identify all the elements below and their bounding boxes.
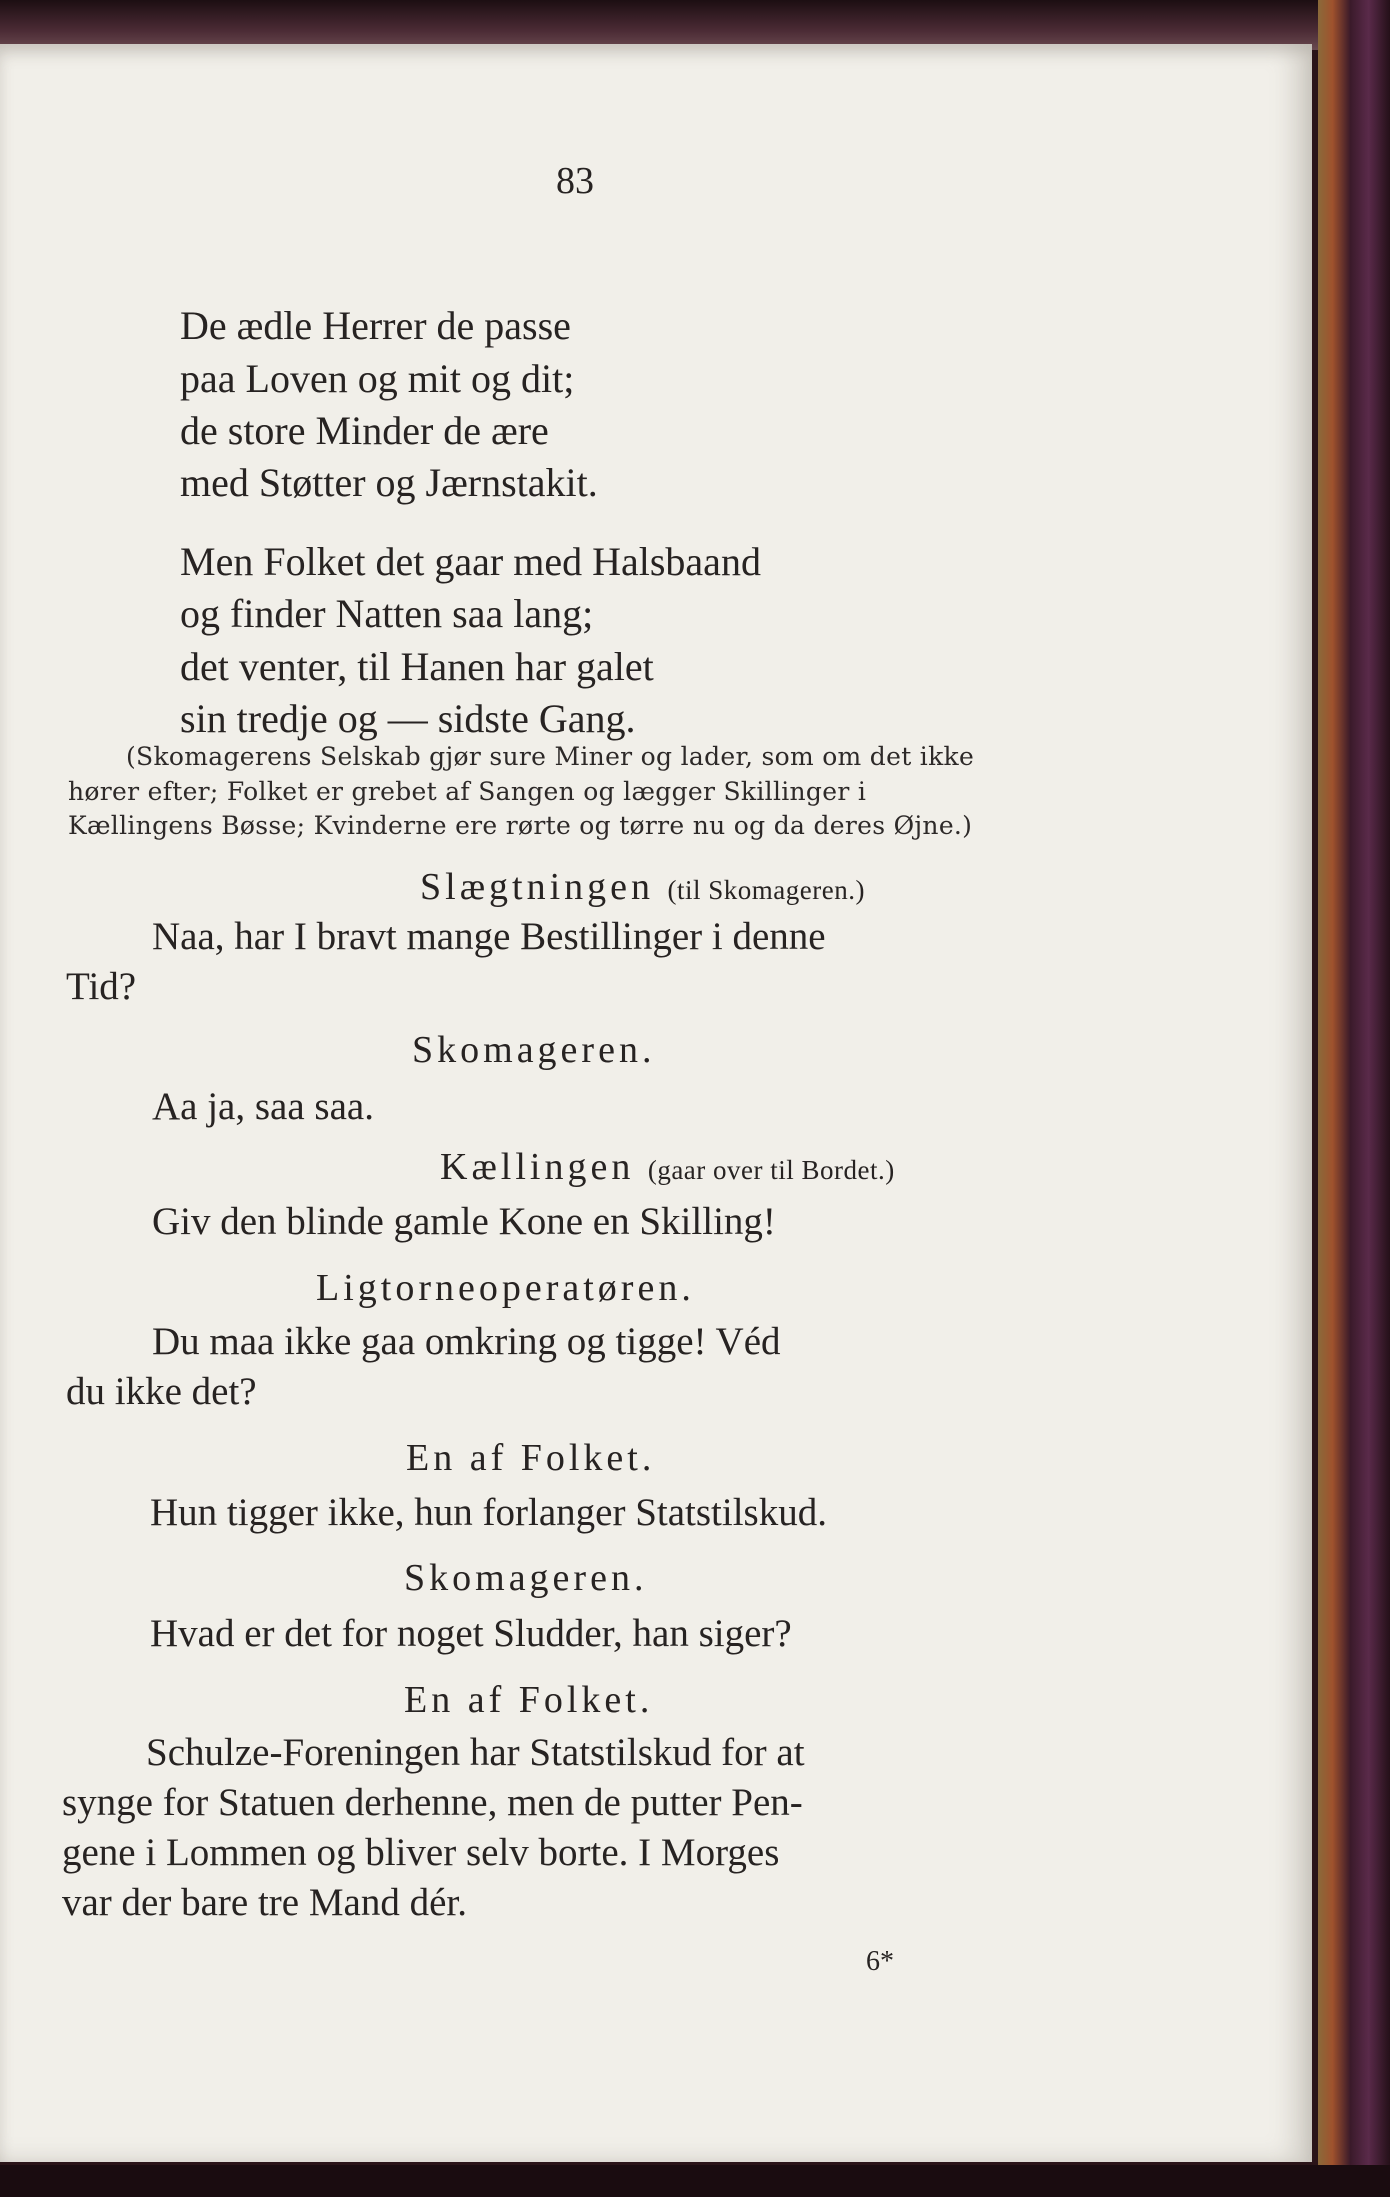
dialogue-line: Du maa ikke gaa omkring og tigge! Véd [152,1320,781,1363]
speaker-name: Slægtningen [420,866,655,908]
verse-line: med Støtter og Jærnstakit. [180,460,598,505]
verse-line: det venter, til Hanen har galet [180,644,654,689]
verse-line: sin tredje og — sidste Gang. [180,696,636,741]
speaker-direction: (til Skomageren.) [667,875,865,905]
verse-line: De ædle Herrer de passe [180,303,571,348]
dialogue-line: synge for Statuen derhenne, men de putter Pen- [62,1781,803,1824]
speaker-heading: En af Folket. [404,1679,654,1721]
stage-direction-line: Kællingens Bøsse; Kvinderne ere rørte og tørre nu og da deres Øjne.) [68,811,973,840]
page-number: 83 [556,160,594,202]
dialogue-line: Hvad er det for noget Sludder, han siger? [150,1612,792,1655]
stage-direction-line: (Skomagerens Selskab gjør sure Miner og lader, som om det ikke [126,742,975,771]
verse-line: Men Folket det gaar med Halsbaand [180,539,761,584]
dialogue-line: Naa, har I bravt mange Bestillinger i denne [152,915,826,958]
speaker-heading: En af Folket. [406,1437,656,1479]
verse-line: og finder Natten saa lang; [180,591,594,636]
speaker-heading [440,1145,895,1189]
book-binding-edge [1318,0,1390,2197]
verse-line: de store Minder de ære [180,408,549,453]
dialogue-line: du ikke det? [66,1370,257,1413]
speaker-heading: Skomageren. [412,1029,656,1071]
dialogue-line: Schulze-Foreningen har Statstilskud for at [146,1731,805,1774]
verse-line: paa Loven og mit og dit; [180,356,575,401]
dialogue-line: Aa ja, saa saa. [152,1085,374,1128]
dialogue-line: gene i Lommen og bliver selv borte. I Morges [62,1831,780,1874]
signature-mark: 6* [866,1946,894,1977]
dialogue-line: Hun tigger ikke, hun forlanger Statstilskud. [150,1491,827,1534]
dialogue-line: Tid? [66,965,137,1008]
speaker-heading [420,865,865,909]
stage-direction-line: hører efter; Folket er grebet af Sangen og lægger Skillinger i [68,777,867,806]
speaker-direction: (gaar over til Bordet.) [647,1155,895,1185]
speaker-name: Kællingen [440,1146,635,1188]
book-page [0,44,1312,2162]
speaker-heading: Skomageren. [404,1557,648,1599]
book-binding-bottom [0,2165,1390,2197]
dialogue-line: var der bare tre Mand dér. [62,1881,467,1924]
book-binding-top [0,0,1390,50]
speaker-heading: Ligtorneoperatøren. [316,1267,695,1309]
dialogue-line: Giv den blinde gamle Kone en Skilling! [152,1200,776,1243]
